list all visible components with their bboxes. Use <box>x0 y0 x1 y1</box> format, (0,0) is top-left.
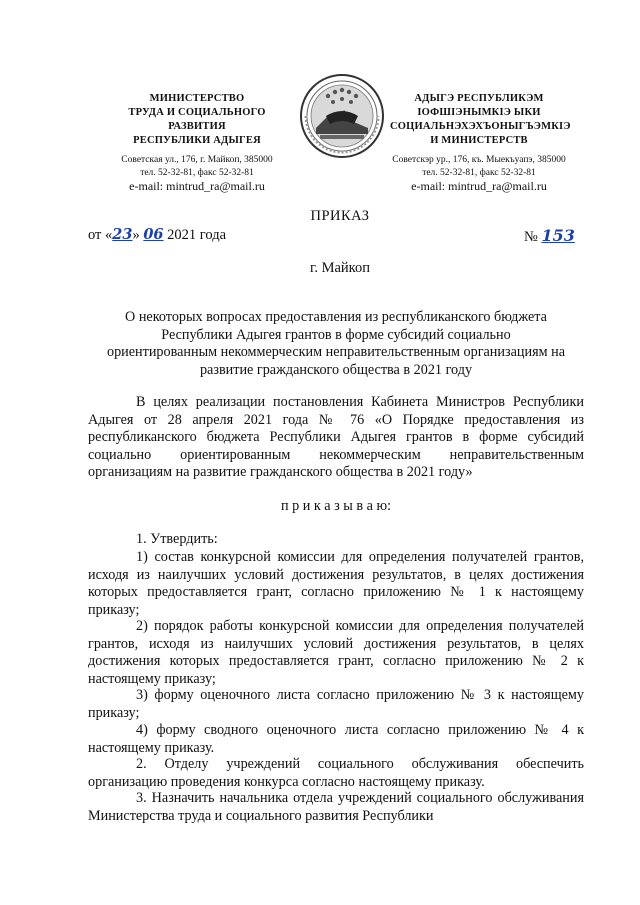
date-prefix: от « <box>88 227 113 243</box>
left-address: Советская ул., 176, г. Майкоп, 385000 <box>121 155 273 165</box>
order-title: ПРИКАЗ <box>310 208 370 224</box>
order-word: п р и к а з ы в а ю: <box>280 498 392 514</box>
right-ministry-line-2: ІОФШІЭНЫМКІЭ ЫКИ <box>417 107 541 118</box>
item-3: 3. Назначить начальника отдела учреждений социального обслуживания Министерства труда и социального развития Республики <box>88 790 584 824</box>
item-1-2: 2) порядок работы конкурсной комиссии для определения получателей грантов, исходя из наилучших условий достижения результатов, в целях достижения которых предоставляется грант, согласно приложению № 2 к настоящему приказу; <box>88 618 584 687</box>
number-prefix: № <box>524 229 542 245</box>
left-email: e-mail: mintrud_ra@mail.ru <box>129 179 265 193</box>
date-month-handwritten: 06 <box>143 226 164 243</box>
item-1-3: 3) форму оценочного листа согласно приложению № 3 к настоящему приказу; <box>88 687 584 721</box>
subject-line-4: развитие гражданского общества в 2021 году <box>199 361 473 378</box>
subject-line-1: О некоторых вопросах предоставления из республиканского бюджета <box>125 309 547 325</box>
coat-of-arms-emblem <box>298 72 386 160</box>
item-1: 1. Утвердить: <box>136 531 218 547</box>
left-ministry-line-2: ТРУДА И СОЦИАЛЬНОГО <box>128 107 266 118</box>
right-phone: тел. 52-32-81, факс 52-32-81 <box>422 168 536 178</box>
right-address: Советскэр ур., 176, къ. Мыекъуапэ, 385000 <box>392 155 566 165</box>
order-date <box>88 226 226 244</box>
date-suffix: 2021 года <box>163 227 227 243</box>
left-ministry-line-1: МИНИСТЕРСТВО <box>149 93 245 104</box>
order-number <box>524 226 575 246</box>
date-mid: » <box>132 227 144 243</box>
order-subject <box>88 309 584 379</box>
item-1-4: 4) форму сводного оценочного листа согласно приложению № 4 к настоящему приказу. <box>88 722 584 756</box>
right-ministry-line-1: АДЫГЭ РЕСПУБЛИКЭМ <box>414 93 544 104</box>
subject-line-2: Республики Адыгея грантов в форме субсидий социально <box>161 326 511 343</box>
right-email: e-mail: mintrud_ra@mail.ru <box>411 179 547 193</box>
right-header <box>390 92 571 148</box>
left-ministry-line-4: РЕСПУБЛИКИ АДЫГЕЯ <box>133 135 261 146</box>
subject-line-3: ориентированным некоммерческим неправительственным организациям на <box>106 344 566 361</box>
left-ministry-line-3: РАЗВИТИЯ <box>168 121 226 132</box>
left-phone: тел. 52-32-81, факс 52-32-81 <box>140 168 254 178</box>
city: г. Майкоп <box>310 260 370 276</box>
right-ministry-line-3: СОЦИАЛЬНЭХЭХЪОНЫГЪЭМКІЭ <box>390 121 571 132</box>
item-2: 2. Отделу учреждений социального обслуживания обеспечить организацию проведения конкурса согласно настоящему приказу. <box>88 756 584 790</box>
left-header <box>108 92 286 148</box>
preamble-paragraph: В целях реализации постановления Кабинета Министров Республики Адыгея от 28 апреля 2021 года № 76 «О Порядке предоставления из республиканского бюджета Республики Адыгея грантов в форме субсидий социально ориентированным некоммерческим неправительственным организациям на развитие гражданского общества в 2021 году» <box>88 394 584 481</box>
item-1-1: 1) состав конкурсной комиссии для определения получателей грантов, исходя из наилучших условий достижения результатов, в целях достижения которых предоставляется грант, согласно приложению № 1 к настоящему приказу; <box>88 549 584 618</box>
number-handwritten: 153 <box>541 226 575 245</box>
right-ministry-line-4: И МИНИСТЕРСТВ <box>430 135 528 146</box>
date-day-handwritten: 23 <box>112 226 133 243</box>
emblem-icon <box>298 72 386 160</box>
